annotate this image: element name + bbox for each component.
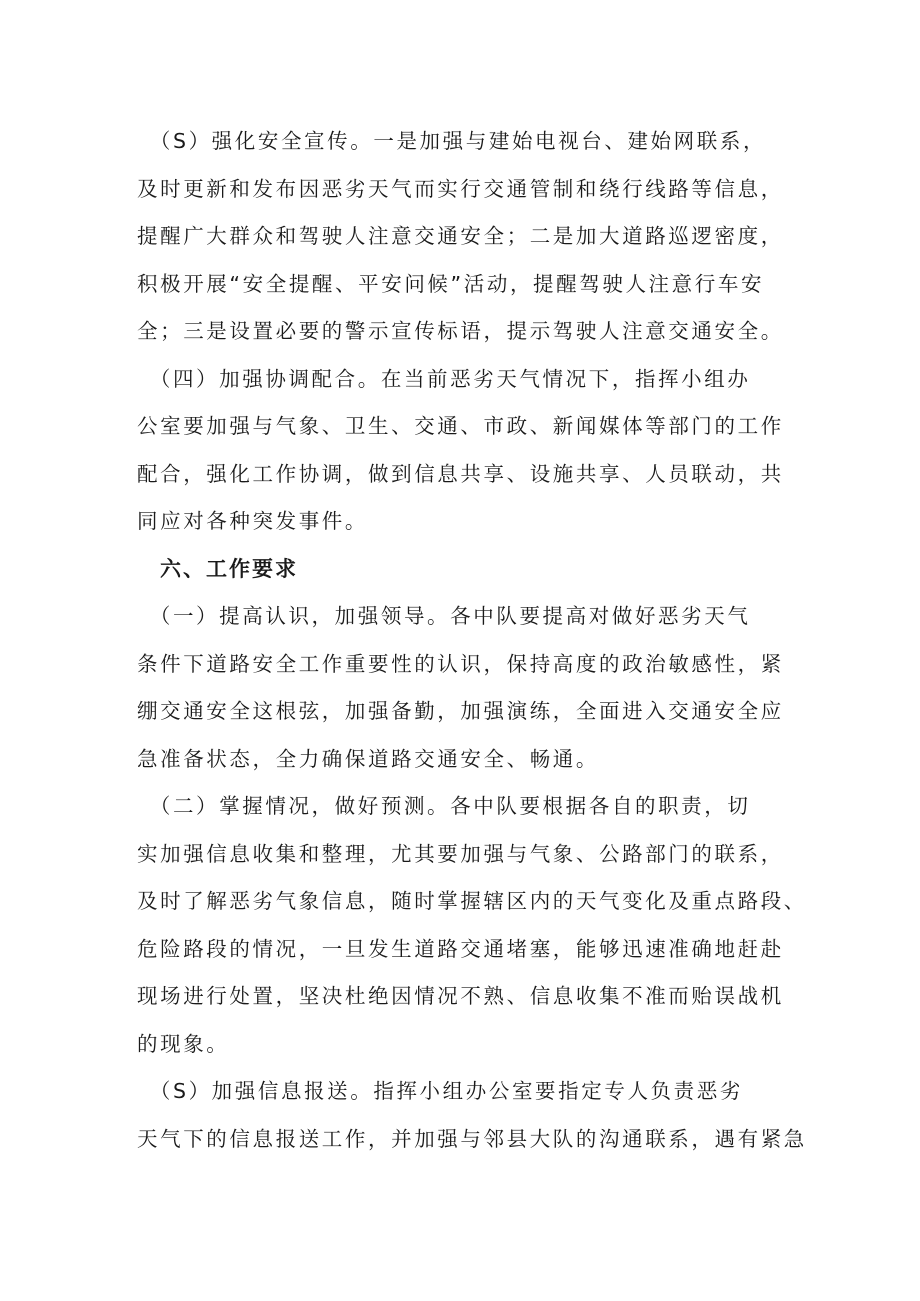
text-line: 配合，强化工作协调，做到信息共享、设施共享、人员联动，共 [137,461,784,486]
text-line: （一）提高认识，加强领导。各中队要提高对做好恶劣天气 [137,604,751,628]
text-line: 积极开展“安全提醒、平安问候”活动，提醒驾驶人注意行车安 [137,271,765,296]
text-line: （S）加强信息报送。指挥小组办公室要指定专人负责恶劣 [137,1079,743,1103]
para-information-reporting [137,1068,810,1163]
text-line: （二）掌握情况，做好预测。各中队要根据各自的职责，切 [137,794,751,818]
text-line: 条件下道路安全工作重要性的认识，保持高度的政治敏感性，紧 [137,651,784,676]
text-line: （S）强化安全宣传。一是加强与建始电视台、建始网联系， [137,129,767,153]
para-grasp-situation [137,783,810,1068]
text-line: 全；三是设置必要的警示宣传标语，提示驾驶人注意交通安全。 [137,319,784,343]
text-line: 绷交通安全这根弦，加强备勤，加强演练，全面进入交通安全应 [137,699,784,723]
text-line: 天气下的信息报送工作，并加强与邻县大队的沟通联系，遇有紧急 [137,1126,807,1151]
text-line: 及时更新和发布因恶劣天气而实行交通管制和绕行线路等信息， [137,176,784,201]
text-line: 的现象。 [137,1031,230,1056]
text-line: 现场进行处置，坚决杜绝因情况不熟、信息收集不准而贻误战机 [137,984,784,1008]
text-line: 及时了解恶劣气象信息，随时掌握辖区内的天气变化及重点路段、 [137,889,807,913]
para-strengthen-coordination [137,356,810,546]
text-line: 公室要加强与气象、卫生、交通、市政、新闻媒体等部门的工作 [137,414,784,438]
section-heading-text: 六、工作要求 [137,556,298,581]
text-line: 提醒广大群众和驾驶人注意交通安全；二是加大道路巡逻密度， [137,224,784,248]
text-line: （四）加强协调配合。在当前恶劣天气情况下，指挥小组办 [137,366,751,391]
text-line: 急准备状态，全力确保道路交通安全、畅通。 [137,746,599,771]
para-raise-awareness [137,593,810,783]
text-line: 同应对各种突发事件。 [137,509,368,533]
section-heading-work-requirements [137,546,810,594]
text-line: 危险路段的情况，一旦发生道路交通堵塞，能够迅速准确地赶赴 [137,936,784,961]
text-line: 实加强信息收集和整理，尤其要加强与气象、公路部门的联系， [137,841,784,866]
para-strengthen-publicity [137,118,810,356]
